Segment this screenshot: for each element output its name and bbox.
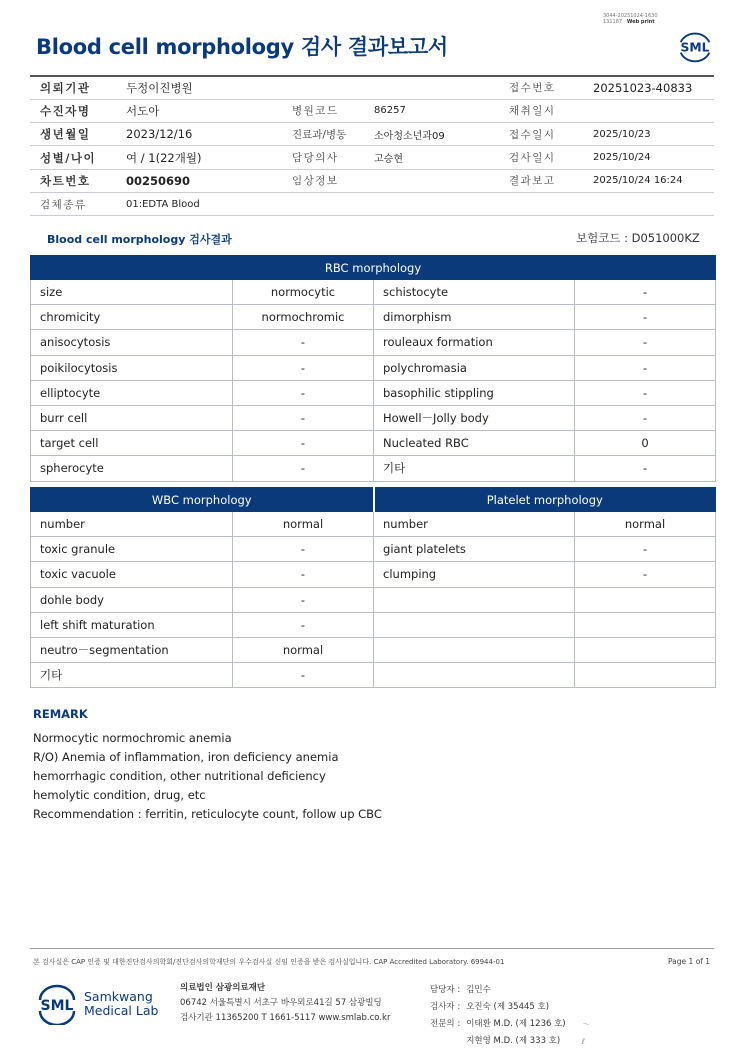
wbc-platelet-row (31, 587, 716, 612)
remark-title: REMARK (33, 707, 88, 721)
staff-label: 담당자 : (430, 985, 461, 995)
item-name (374, 663, 575, 688)
item-name (374, 612, 575, 637)
info-row (30, 192, 714, 215)
rbc-header-row (31, 256, 716, 280)
section-title: Blood cell morphology 검사결과 (47, 233, 232, 246)
item-result: normal (233, 512, 374, 537)
item-name: spherocyte (31, 456, 233, 481)
item-result: - (233, 587, 374, 612)
receipt-date-value: 2025/10/23 (583, 123, 714, 146)
patient-label: 수진자명 (30, 99, 116, 122)
collect-date-value (583, 99, 714, 122)
wbc-platelet-row (31, 663, 716, 688)
rbc-row (31, 431, 716, 456)
item-result: - (575, 562, 716, 587)
item-name: anisocytosis (31, 330, 233, 355)
item-result: - (575, 405, 716, 430)
item-name: number (31, 512, 233, 537)
item-name: polychromasia (374, 355, 575, 380)
item-name: basophilic stippling (374, 380, 575, 405)
rbc-morphology-table (30, 255, 716, 482)
tester-name: 오진숙 (제 35445 호) (466, 1002, 550, 1012)
rbc-header: RBC morphology (31, 256, 716, 280)
item-result: normocytic (233, 280, 374, 305)
staff-name: 김민수 (466, 985, 491, 995)
req-org-label: 의뢰기관 (30, 76, 116, 99)
clinical-value (364, 169, 499, 192)
remark-line: hemolytic condition, drug, etc (33, 788, 206, 802)
item-result: normal (233, 637, 374, 662)
chart-value: 00250690 (116, 169, 282, 192)
report-date-label: 결과보고 (499, 169, 583, 192)
receipt-no-value: 20251023-40833 (583, 76, 714, 99)
item-result (575, 587, 716, 612)
cap-accreditation-note: 본 검사실은 CAP 인증 및 대한진단검사의학회/진단검사의학재단의 우수검사실 신임 인증을 받은 검사실입니다. CAP Accredited Laboratory. 69944-01 (33, 958, 505, 966)
item-name: giant platelets (374, 537, 575, 562)
item-result: - (575, 330, 716, 355)
rbc-row (31, 355, 716, 380)
footer-brand (84, 990, 158, 1018)
sex-age-value: 여 / 1(22개월) (116, 146, 282, 169)
item-name: target cell (31, 431, 233, 456)
item-name: Nucleated RBC (374, 431, 575, 456)
rbc-rows (31, 280, 716, 482)
item-result (575, 612, 716, 637)
item-result: - (233, 537, 374, 562)
wbc-platelet-table (30, 487, 716, 688)
hospital-code-label: 병원코드 (282, 99, 364, 122)
wbc-platelet-header-row (31, 488, 716, 512)
org-contact: 검사기관 11365200 T 1661-5117 www.smlab.co.kr (180, 1013, 391, 1023)
specimen-label: 검체종류 (30, 192, 116, 215)
rbc-row (31, 330, 716, 355)
test-date-label: 검사일시 (499, 146, 583, 169)
birth-value: 2023/12/16 (116, 123, 282, 146)
item-name: number (374, 512, 575, 537)
test-date-value: 2025/10/24 (583, 146, 714, 169)
wbc-platelet-row (31, 612, 716, 637)
item-name: toxic granule (31, 537, 233, 562)
brand-line: Medical Lab (84, 1003, 159, 1018)
svg-text:SML: SML (680, 40, 710, 55)
item-name: chromicity (31, 305, 233, 330)
sex-age-label: 성별/나이 (30, 146, 116, 169)
item-result: - (233, 431, 374, 456)
item-name: Howell－Jolly body (374, 405, 575, 430)
info-row (30, 123, 714, 146)
item-result: - (575, 305, 716, 330)
page-title: Blood cell morphology 검사 결과보고서 (36, 35, 448, 59)
wbc-platelet-row (31, 562, 716, 587)
footer-signatures (428, 981, 596, 1051)
info-row (30, 99, 714, 122)
item-result (575, 637, 716, 662)
rbc-row (31, 280, 716, 305)
remark-line: hemorrhagic condition, other nutritional deficiency (33, 769, 326, 783)
doctor-value: 고승현 (364, 146, 499, 169)
wbc-platelet-rows (31, 512, 716, 688)
item-result: - (233, 562, 374, 587)
svg-text:SML: SML (40, 998, 74, 1014)
dept-value: 소아청소년과09 (364, 123, 499, 146)
item-result: normal (575, 512, 716, 537)
receipt-date-label: 접수일시 (499, 123, 583, 146)
print-code: 131187 (603, 19, 623, 25)
print-id: 3044-20251024-1630 (603, 13, 658, 19)
info-row (30, 146, 714, 169)
expert-label: 전문의 : (430, 1019, 461, 1029)
item-name: elliptocyte (31, 380, 233, 405)
rbc-row (31, 456, 716, 481)
item-name: burr cell (31, 405, 233, 430)
patient-value: 서도아 (116, 99, 282, 122)
item-result: - (233, 355, 374, 380)
item-name: poikilocytosis (31, 355, 233, 380)
birth-label: 생년월일 (30, 123, 116, 146)
item-result: - (575, 537, 716, 562)
item-name (374, 637, 575, 662)
item-result: - (233, 330, 374, 355)
org-name: 의료법인 삼광의료재단 (180, 983, 266, 993)
signature-icon: 〜 (581, 1020, 590, 1029)
item-result: - (575, 355, 716, 380)
item-result: - (233, 405, 374, 430)
report-date-value: 2025/10/24 16:24 (583, 169, 714, 192)
org-address: 06742 서울특별시 서초구 바우뫼로41길 57 삼광빌딩 (180, 998, 382, 1008)
wbc-header: WBC morphology (31, 488, 374, 512)
item-name: schistocyte (374, 280, 575, 305)
sml-logo-icon (676, 27, 714, 65)
rbc-row (31, 405, 716, 430)
hospital-code-value: 86257 (364, 99, 499, 122)
item-name: left shift maturation (31, 612, 233, 637)
item-name: toxic vacuole (31, 562, 233, 587)
remark-line: Recommendation : ferritin, reticulocyte count, follow up CBC (33, 807, 382, 821)
brand-line: Samkwang (84, 989, 153, 1004)
info-row (30, 169, 714, 192)
item-name: clumping (374, 562, 575, 587)
item-name: dohle body (31, 587, 233, 612)
req-org-value: 두정이진병원 (116, 76, 282, 99)
tester-label: 검사자 : (430, 1002, 461, 1012)
wbc-platelet-row (31, 637, 716, 662)
patient-info-table (30, 75, 714, 216)
footer-divider (30, 948, 714, 949)
item-name: size (31, 280, 233, 305)
item-name: 기타 (31, 663, 233, 688)
doctor-label: 담당의사 (282, 146, 364, 169)
item-result: - (575, 456, 716, 481)
clinical-label: 임상정보 (282, 169, 364, 192)
item-result: normochromic (233, 305, 374, 330)
wbc-platelet-row (31, 512, 716, 537)
wbc-platelet-row (31, 537, 716, 562)
signature-icon: ℓ (581, 1037, 585, 1046)
web-print-label: Web print (626, 19, 655, 25)
collect-date-label: 채취일시 (499, 99, 583, 122)
item-name: neutro－segmentation (31, 637, 233, 662)
page-number: Page 1 of 1 (668, 957, 711, 966)
item-result: - (233, 612, 374, 637)
specimen-value: 01:EDTA Blood (116, 192, 714, 215)
platelet-header: Platelet morphology (374, 488, 716, 512)
receipt-no-label: 접수번호 (499, 76, 583, 99)
expert-name: 지현영 M.D. (제 333 호) (466, 1036, 561, 1046)
print-stamp (603, 13, 658, 25)
item-result: - (233, 663, 374, 688)
item-result: - (233, 456, 374, 481)
footer-organization (180, 981, 390, 1026)
rbc-row (31, 305, 716, 330)
item-result (575, 663, 716, 688)
remark-line: R/O) Anemia of inflammation, iron deficiency anemia (33, 750, 339, 764)
item-name: dimorphism (374, 305, 575, 330)
remark-line: Normocytic normochromic anemia (33, 731, 232, 745)
sml-footer-logo-icon (36, 983, 78, 1025)
remark-text (33, 729, 382, 824)
info-row (30, 76, 714, 99)
item-name (374, 587, 575, 612)
insurance-code: 보험코드 : D051000KZ (576, 231, 700, 245)
item-name: 기타 (374, 456, 575, 481)
dept-label: 진료과/병동 (282, 123, 364, 146)
item-result: - (575, 380, 716, 405)
item-result: - (575, 280, 716, 305)
chart-label: 차트번호 (30, 169, 116, 192)
item-name: rouleaux formation (374, 330, 575, 355)
expert-name: 이태환 M.D. (제 1236 호) (466, 1019, 566, 1029)
item-result: 0 (575, 431, 716, 456)
rbc-row (31, 380, 716, 405)
item-result: - (233, 380, 374, 405)
